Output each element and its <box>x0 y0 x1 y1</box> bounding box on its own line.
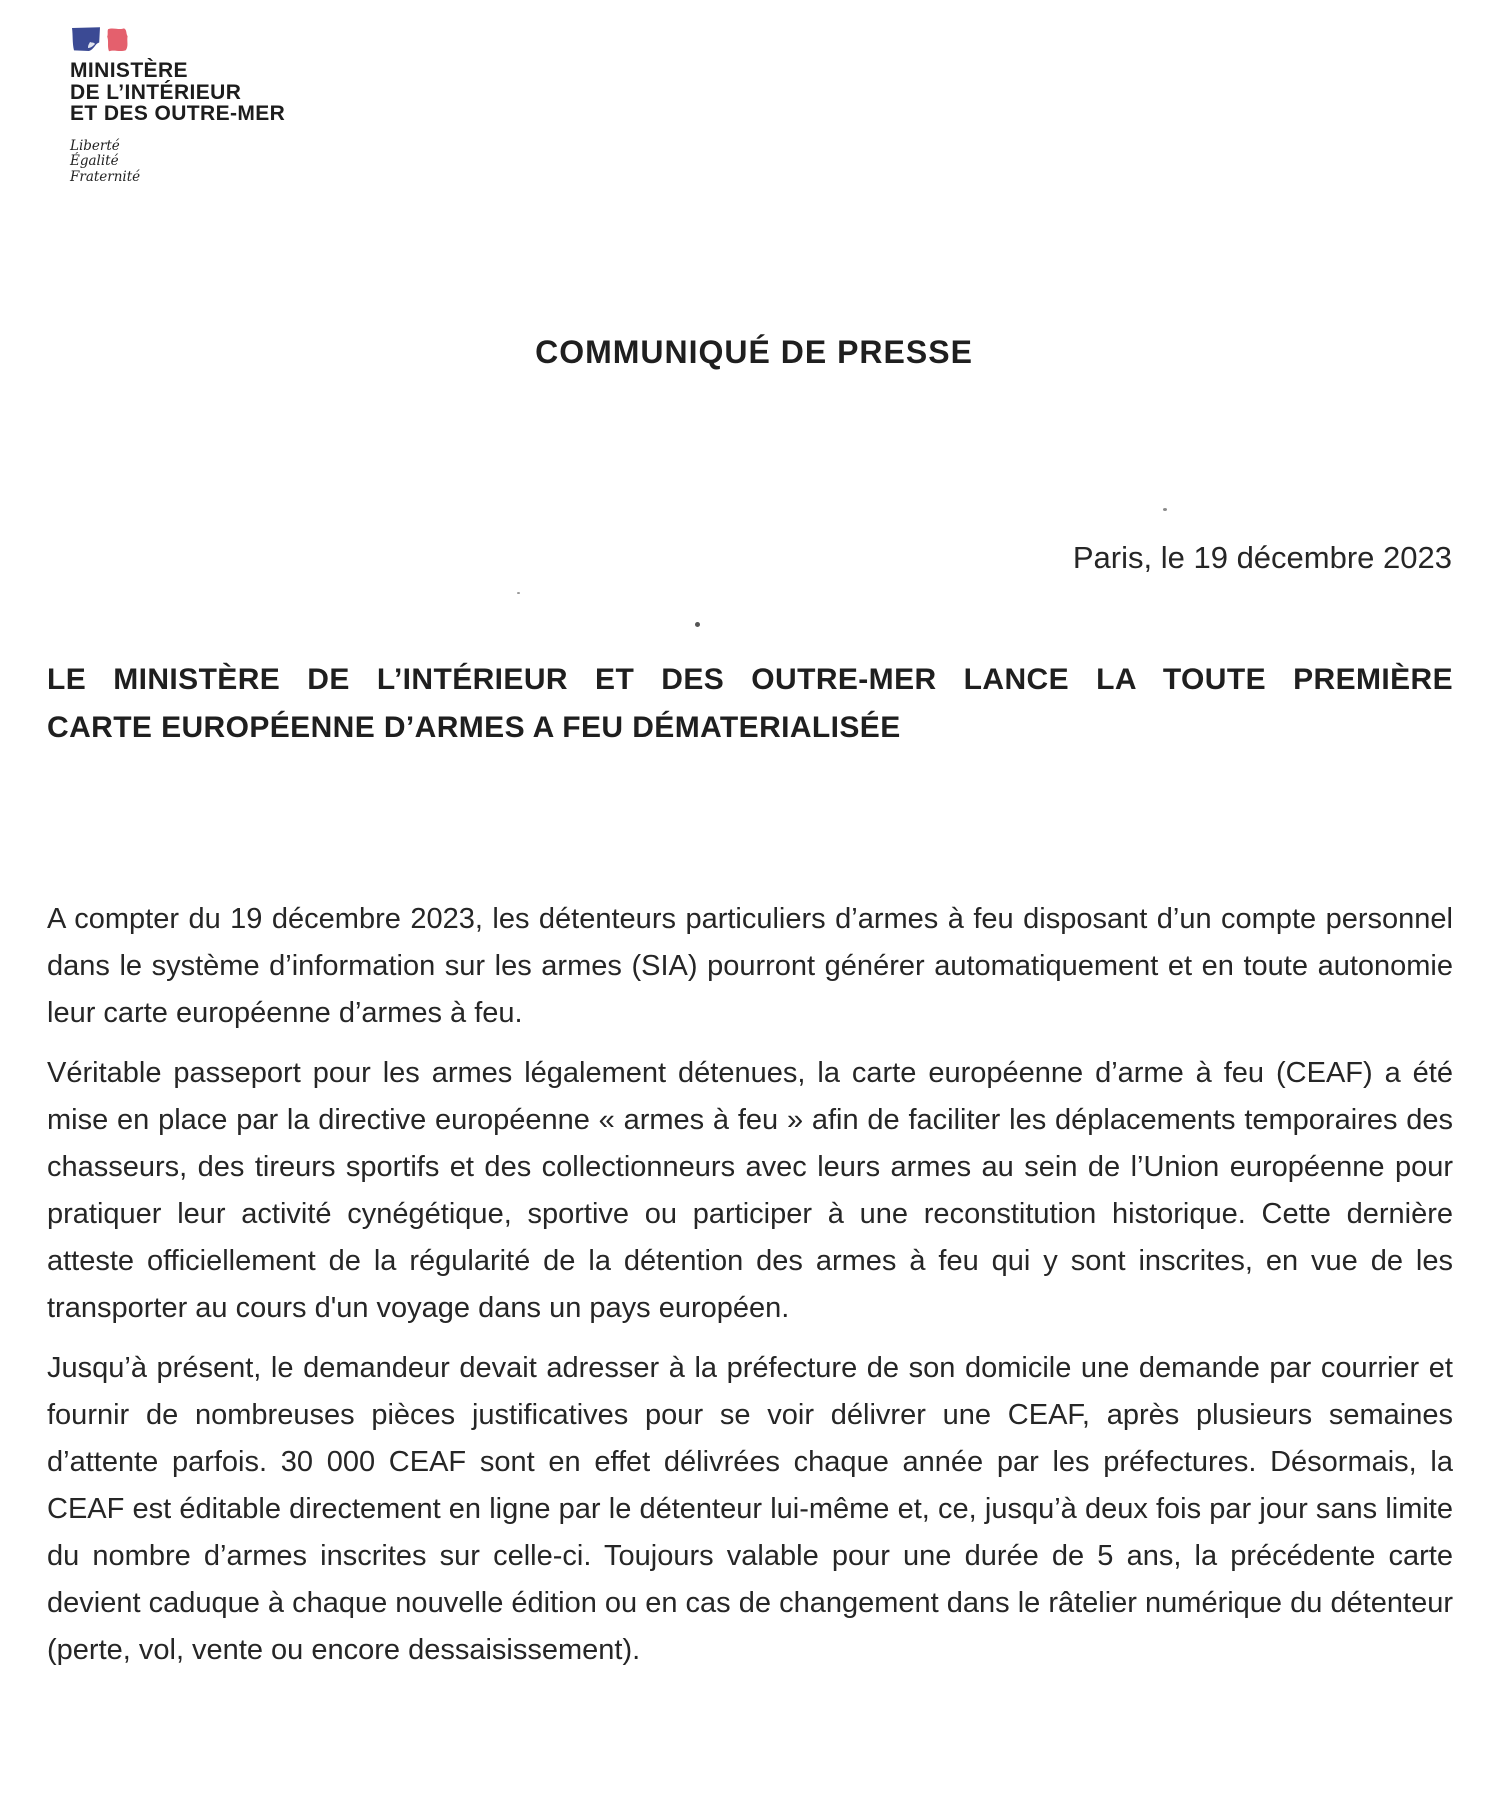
body-text <box>47 896 1453 1687</box>
scan-speck <box>695 622 700 627</box>
scan-speck <box>1163 508 1167 511</box>
ministry-name-line1: MINISTÈRE <box>70 59 188 82</box>
scan-speck <box>517 592 520 594</box>
ministry-logo <box>70 26 285 185</box>
ministry-name <box>70 60 285 125</box>
ministry-name-line3: ET DES OUTRE-MER <box>70 102 286 125</box>
headline-line2: CARTE EUROPÉENNE D’ARMES A FEU DÉMATERIALISÉE <box>47 711 901 744</box>
body-paragraph-2: Véritable passeport pour les armes légalement détenues, la carte européenne d’arme à feu (CEAF) a été mise en place par la directive européenne « armes à feu » afin de faciliter les déplacements temporaires des chasseurs, des tireurs sportifs et des collectionneurs avec leurs armes au sein de l’Union européenne pour pratiquer leur activité cynégétique, sportive ou participer à une reconstitution historique. Cette dernière atteste officiellement de la régularité de la détention des armes à feu qui y sont inscrites, en vue de les transporter au cours d'un voyage dans un pays européen. <box>47 1057 1453 1324</box>
ministry-name-line2: DE L’INTÉRIEUR <box>70 80 242 104</box>
press-release-kicker: COMMUNIQUÉ DE PRESSE <box>535 334 973 370</box>
headline <box>47 656 1453 752</box>
headline-line1: LE MINISTÈRE DE L’INTÉRIEUR ET DES OUTRE-MER LANCE LA TOUTE PREMIÈRE <box>47 663 1453 696</box>
french-flag-icon <box>70 26 136 53</box>
motto-egalite: Égalité <box>70 153 119 169</box>
dateline: Paris, le 19 décembre 2023 <box>1072 540 1452 575</box>
motto-fraternite: Fraternité <box>70 168 141 185</box>
republic-motto <box>70 139 285 186</box>
motto-liberte: Liberté <box>70 137 120 154</box>
body-paragraph-3: Jusqu’à présent, le demandeur devait adresser à la préfecture de son domicile une demande par courrier et fournir de nombreuses pièces justificatives pour se voir délivrer une CEAF, après plusieurs semaines d’attente parfois. 30 000 CEAF sont en effet délivrées chaque année par les préfectures. Désormais, la CEAF est éditable directement en ligne par le détenteur lui-même et, ce, jusqu’à deux fois par jour sans limite du nombre d’armes inscrites sur celle-ci. Toujours valable pour une durée de 5 ans, la précédente carte devient caduque à chaque nouvelle édition ou en cas de changement dans le râtelier numérique du détenteur (perte, vol, vente ou encore dessaisissement). <box>47 1352 1453 1666</box>
body-paragraph-1: A compter du 19 décembre 2023, les détenteurs particuliers d’armes à feu disposant d’un compte personnel dans le système d’information sur les armes (SIA) pourront générer automatiquement et en toute autonomie leur carte européenne d’armes à feu. <box>47 903 1453 1029</box>
